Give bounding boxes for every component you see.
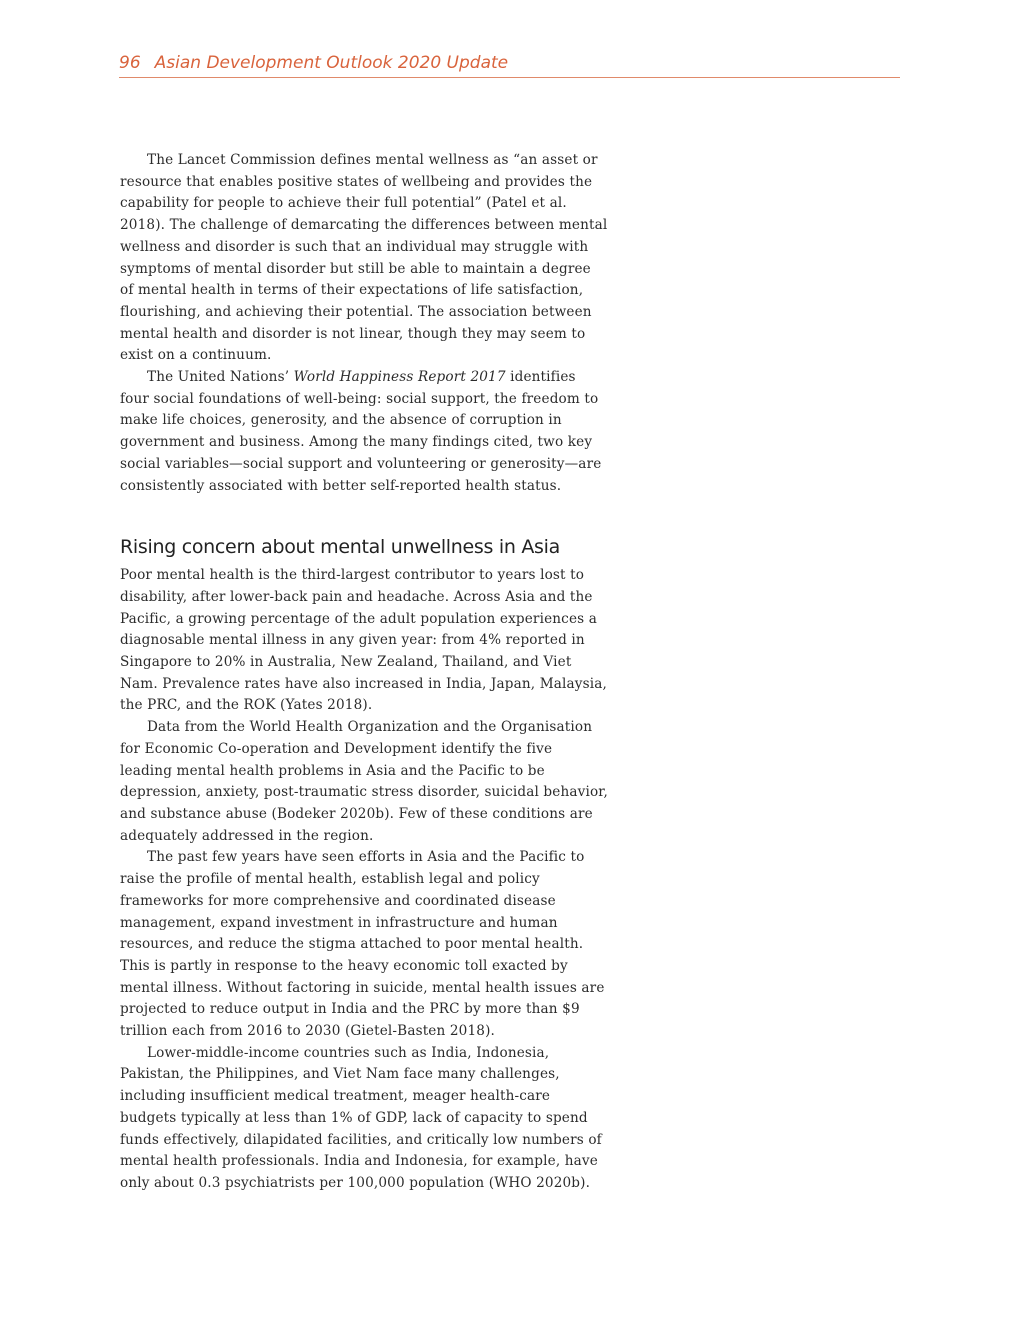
paragraph: Lower-middle-income countries such as India, Indonesia, Pakistan, the Philippines, and Viet Nam face many challenges, including insufficient medical treatment, meager health-care budgets typically at less than 1% of GDP, lack of capacity to spend funds effectively, dilapidated facilities, and critically low numbers of mental health professionals. India and Indonesia, for example, have only about 0.3 psychiatrists per 100,000 population (WHO 2020b). — [120, 1044, 602, 1191]
paragraph: Poor mental health is the third-largest contributor to years lost to disability, after lower-back pain and headache. Across Asia and the Pacific, a growing percentage of the adult population experiences a diagnosable mental illness in any given year: from 4% reported in Singapore to 20% in Australia, New Zealand, Thailand, and Viet Nam. Prevalence rates have also increased in India, Japan, Malaysia, the PRC, and the ROK (Yates 2018). — [120, 567, 607, 714]
paragraph: Data from the World Health Organization and the Organisation for Economic Co-operation and Development identify the five leading mental health problems in Asia and the Pacific to be depression, anxiety, post-traumatic stress disorder, suicidal behavior, and substance abuse (Bodeker 2020b). Few of these conditions are adequately addressed in the region. — [120, 719, 608, 844]
paragraph: The past few years have seen efforts in Asia and the Pacific to raise the profile of mental health, establish legal and policy frameworks for more comprehensive and coordinated disease management, expand investment in infrastructure and human resources, and reduce the stigma attached to poor mental health. This is partly in response to the heavy economic toll exacted by mental illness. Without factoring in suicide, mental health issues are projected to reduce output in India and the PRC by more than $9 trillion each from 2016 to 2030 (Gietel-Basten 2018). — [120, 849, 605, 1040]
body-column — [120, 150, 608, 1195]
running-header — [119, 51, 900, 78]
paragraph-text: identifies four social foundations of well-being: social support, the freedom to make life choices, generosity, and the absence of corruption in government and business. Among the many findings cited, two key social variables—social support and volunteering or generosity—are consistently associated with better self-reported health status. — [120, 369, 602, 494]
running-title: Asian Development Outlook 2020 Update — [154, 53, 509, 73]
paragraph-text: The United Nations’ — [147, 369, 294, 386]
report-title: World Happiness Report 2017 — [293, 369, 506, 386]
page-number: 96 — [119, 53, 141, 73]
paragraph — [120, 367, 608, 497]
section-heading: Rising concern about mental unwellness in Asia — [120, 536, 560, 559]
paragraph: The Lancet Commission defines mental wellness as “an asset or resource that enables positive states of wellbeing and provides the capability for people to achieve their full potential” (Patel et al. 2018). The challenge of demarcating the differences between mental wellness and disorder is such that an individual may struggle with symptoms of mental disorder but still be able to maintain a degree of mental health in terms of their expectations of life satisfaction, flourishing, and achieving their potential. The association between mental health and disorder is not linear, though they may seem to exist on a continuum. — [120, 152, 608, 364]
